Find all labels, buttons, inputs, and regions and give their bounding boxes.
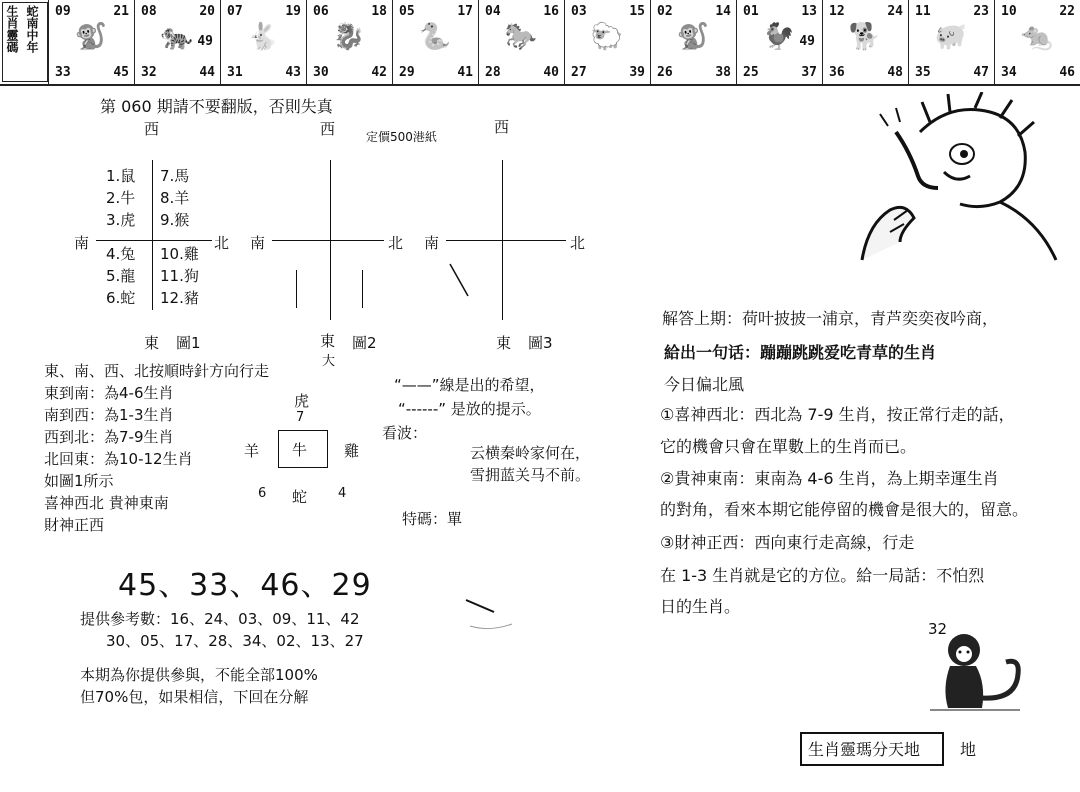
- cell-number: 19: [285, 4, 301, 19]
- zodiac-cell: [478, 0, 565, 84]
- list-item: 2.牛: [106, 189, 136, 207]
- monkey-icon: 🐒: [676, 22, 710, 52]
- answer-line-5: 它的機會只會在單數上的生肖而已。: [660, 437, 917, 456]
- rooster-icon: 🐓: [762, 22, 796, 52]
- answer-line-1: 解答上期：荷叶披披一浦京，青芦奕奕夜吟商，: [662, 309, 999, 328]
- disclaimer-line-1: 本期為你提供參與，不能全部100%: [80, 666, 318, 684]
- cell-number: 46: [1059, 65, 1075, 80]
- list-item: 4.兔: [106, 245, 136, 263]
- list-item: 1.鼠: [106, 167, 136, 185]
- pig-icon: 🐖: [934, 22, 968, 52]
- cross-top: 虎: [294, 392, 310, 410]
- answer-line-8: ③財神正西：西向東行走高線，行走: [660, 533, 915, 552]
- fig2-caption: 圖2: [352, 334, 377, 352]
- list-item: 南到西：為1-3生肖: [44, 406, 174, 424]
- strip-brand: [2, 2, 48, 82]
- fig2-west: 西: [320, 120, 336, 138]
- fig2-mark-left: [296, 270, 297, 308]
- sheep-icon: 🐑: [590, 22, 624, 52]
- monkey-icon: 🐒: [74, 22, 108, 52]
- decorative-scribble-icon: [460, 592, 524, 640]
- cell-number: 34: [1001, 65, 1017, 80]
- cell-number: 17: [457, 4, 473, 19]
- cell-number: 18: [371, 4, 387, 19]
- list-item: 5.龍: [106, 267, 136, 285]
- zodiac-cell: [48, 0, 135, 84]
- cell-number: 13: [801, 4, 817, 19]
- main-numbers: 45、33、46、29: [118, 568, 372, 603]
- cell-number: 31: [227, 65, 243, 80]
- cell-number: 03: [571, 4, 587, 19]
- gods-line-1: 喜神西北 貴神東南: [44, 494, 169, 512]
- cell-number: 45: [113, 65, 129, 80]
- cell-number: 26: [657, 65, 673, 80]
- cell-number: 35: [915, 65, 931, 80]
- answer-line-9: 在 1-3 生肖就是它的方位。給一局話：不怕烈: [660, 566, 985, 585]
- monkey-illustration: [920, 628, 1030, 714]
- cell-number: 09: [55, 4, 71, 19]
- cell-number: 22: [1059, 4, 1075, 19]
- cell-number: 48: [887, 65, 903, 80]
- cell-number: 43: [285, 65, 301, 80]
- legend-line-1: “——”線是出的希望，: [394, 376, 545, 394]
- fig2-north: 北: [388, 234, 404, 252]
- answer-line-4: ①喜神西北：西北為 7-9 生肖，按正常行走的話，: [660, 405, 1015, 424]
- price-label: 定價500港紙: [366, 130, 437, 144]
- list-item: 10.雞: [160, 245, 199, 263]
- cell-number: 01: [743, 4, 759, 19]
- fig3-horizontal-axis: [446, 240, 566, 241]
- zodiac-number-strip: [0, 0, 1080, 86]
- cross-left: 羊: [244, 442, 260, 460]
- cross-top-number: 7: [296, 410, 305, 425]
- cell-number: 08: [141, 4, 157, 19]
- cell-number: 25: [743, 65, 759, 80]
- shocked-man-with-snake-illustration: [860, 92, 1070, 262]
- answer-line-3: 今日偏北風: [664, 375, 745, 394]
- fig3-east: 東: [496, 334, 512, 352]
- cell-number: 39: [629, 65, 645, 80]
- poem-line-2: 雪拥蓝关马不前。: [470, 466, 591, 484]
- cell-number: 41: [457, 65, 473, 80]
- poem-line-1: 云横秦岭家何在，: [470, 444, 591, 462]
- answer-line-6: ②貴神東南：東南為 4-6 生肖，為上期幸運生肖: [660, 469, 999, 488]
- cross-center: 牛: [292, 441, 308, 459]
- legend-line-2: “------” 是放的提示。: [398, 400, 541, 418]
- cross-bottom-left-number: 6: [258, 486, 267, 501]
- fig2-east: 東: [320, 332, 336, 350]
- zodiac-cell: [134, 0, 221, 84]
- cell-number: 27: [571, 65, 587, 80]
- rules-intro: 東、南、西、北按順時針方向行走: [44, 362, 270, 380]
- list-item: 8.羊: [160, 189, 190, 207]
- fig1-east: 東: [144, 334, 160, 352]
- fig1-west: 西: [144, 120, 160, 138]
- fig2-mark-right: [362, 270, 363, 308]
- fig2-south: 南: [250, 234, 266, 252]
- zodiac-cell: [908, 0, 995, 84]
- disclaimer-line-2: 但70%包，如果相信，下回在分解: [80, 688, 309, 706]
- dragon-icon: 🐉: [332, 22, 366, 52]
- cell-number: 11: [915, 4, 931, 19]
- cell-number: 30: [313, 65, 329, 80]
- cell-number: 12: [829, 4, 845, 19]
- reference-numbers-line-2: 30、05、17、28、34、02、13、27: [106, 632, 364, 650]
- page-number: 32: [928, 620, 948, 638]
- answer-line-2: 給出一句话：蹦蹦跳跳爱吃青草的生肖: [664, 343, 937, 362]
- snake-icon: 🐍: [418, 22, 452, 52]
- rabbit-icon: 🐇: [246, 22, 280, 52]
- cell-number: 40: [543, 65, 559, 80]
- fig2-horizontal-axis: [272, 240, 384, 241]
- fig3-west: 西: [494, 118, 510, 136]
- fig1-north: 北: [214, 234, 230, 252]
- zodiac-cell: [220, 0, 307, 84]
- fig1-caption: 圖1: [176, 334, 201, 352]
- horse-icon: 🐎: [504, 22, 538, 52]
- issue-header: 第 060 期請不要翻版，否則失真: [100, 97, 333, 116]
- cell-number: 36: [829, 65, 845, 80]
- list-item: 6.蛇: [106, 289, 136, 307]
- strip-brand-left: 生肖靈碼: [5, 5, 19, 53]
- reference-numbers-line-1: 提供參考數：16、24、03、09、11、42: [80, 610, 360, 628]
- odd-even-hint: 特碼：單: [402, 510, 463, 528]
- cell-number: 24: [887, 4, 903, 19]
- answer-line-7: 的對角，看來本期它能停留的機會是很大的，留意。: [660, 500, 1029, 519]
- zodiac-cell: [822, 0, 909, 84]
- fig1-horizontal-axis: [96, 240, 212, 241]
- fig1-vertical-axis: [152, 160, 153, 310]
- cell-extra-number: 49: [799, 34, 815, 49]
- cell-number: 15: [629, 4, 645, 19]
- fig3-diagonal-mark: [446, 260, 474, 300]
- poem-label: 看波：: [382, 424, 428, 442]
- list-item: 12.豬: [160, 289, 199, 307]
- cell-number: 29: [399, 65, 415, 80]
- fig3-north: 北: [570, 234, 586, 252]
- list-item: 11.狗: [160, 267, 199, 285]
- cell-number: 47: [973, 65, 989, 80]
- cell-number: 04: [485, 4, 501, 19]
- cell-extra-number: 49: [197, 34, 213, 49]
- zodiac-cell: [392, 0, 479, 84]
- fig2-label: 大: [322, 354, 336, 369]
- rat-icon: 🐀: [1020, 22, 1054, 52]
- cell-number: 23: [973, 4, 989, 19]
- cell-number: 14: [715, 4, 731, 19]
- cell-number: 33: [55, 65, 71, 80]
- cell-number: 06: [313, 4, 329, 19]
- cross-bottom-right-number: 4: [338, 486, 347, 501]
- zodiac-cell: [564, 0, 651, 84]
- cell-number: 20: [199, 4, 215, 19]
- cell-number: 05: [399, 4, 415, 19]
- list-item: 9.猴: [160, 211, 190, 229]
- gods-line-2: 財神正西: [44, 516, 105, 534]
- list-item: 如圖1所示: [44, 472, 114, 490]
- zodiac-cell: [650, 0, 737, 84]
- cell-number: 10: [1001, 4, 1017, 19]
- list-item: 東到南：為4-6生肖: [44, 384, 174, 402]
- cell-number: 37: [801, 65, 817, 80]
- fig1-south: 南: [74, 234, 90, 252]
- footer-extra: 地: [960, 740, 977, 759]
- fig3-south: 南: [424, 234, 440, 252]
- dog-icon: 🐕: [848, 22, 882, 52]
- zodiac-cell: [306, 0, 393, 84]
- cell-number: 16: [543, 4, 559, 19]
- cross-right: 雞: [344, 442, 360, 460]
- strip-brand-right: 蛇南中年: [25, 5, 39, 53]
- cell-number: 42: [371, 65, 387, 80]
- cell-number: 32: [141, 65, 157, 80]
- cell-number: 38: [715, 65, 731, 80]
- cell-number: 21: [113, 4, 129, 19]
- list-item: 北回東：為10-12生肖: [44, 450, 193, 468]
- footer-title: 生肖靈瑪分天地: [808, 740, 921, 759]
- list-item: 西到北：為7-9生肖: [44, 428, 174, 446]
- tiger-icon: 🐅: [160, 22, 194, 52]
- cell-number: 44: [199, 65, 215, 80]
- cell-number: 28: [485, 65, 501, 80]
- cell-number: 07: [227, 4, 243, 19]
- list-item: 7.馬: [160, 167, 190, 185]
- fig3-caption: 圖3: [528, 334, 553, 352]
- zodiac-cell: [736, 0, 823, 84]
- cross-bottom: 蛇: [292, 488, 308, 506]
- zodiac-cell: [994, 0, 1080, 84]
- answer-line-10: 日的生肖。: [660, 597, 741, 616]
- list-item: 3.虎: [106, 211, 136, 229]
- cell-number: 02: [657, 4, 673, 19]
